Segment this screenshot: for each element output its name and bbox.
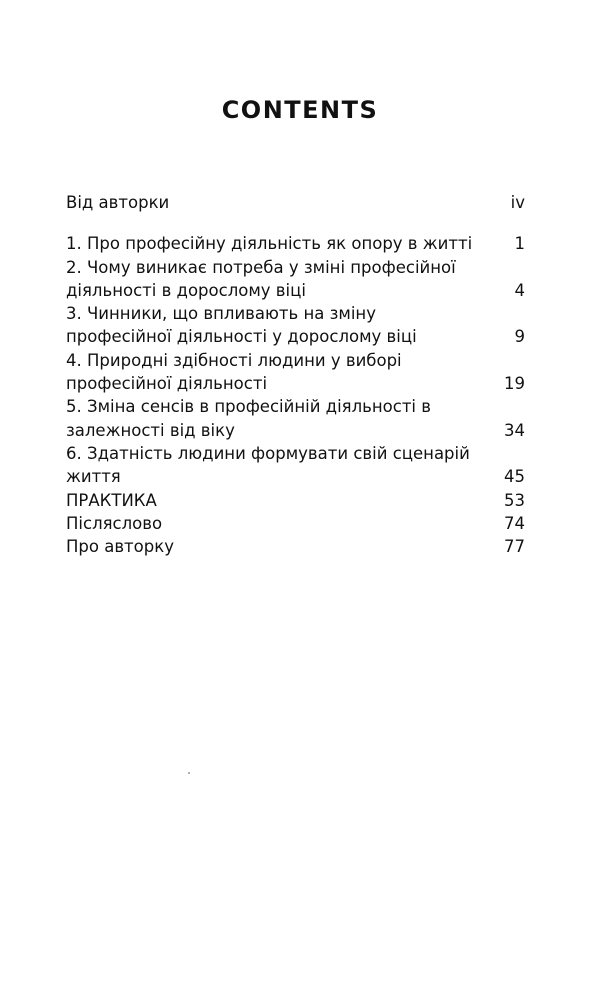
toc-entry-page-number: 9: [514, 327, 525, 347]
toc-entry-title: Від авторки: [66, 193, 170, 212]
toc-entry-page-number: 34: [504, 420, 525, 440]
toc-entry-afterword: [66, 512, 525, 535]
toc-entry-title: 3. Чинники, що впливають на зміну професійної діяльності у дорослому віці: [66, 304, 417, 347]
toc-entry-page-number: iv: [510, 193, 525, 212]
toc-entry-chapter-5: [66, 395, 525, 442]
toc-entry-title: 5. Зміна сенсів в професійній діяльності в залежності від віку: [66, 397, 431, 440]
page-title: CONTENTS: [221, 96, 379, 124]
toc-entry-chapter-6: [66, 442, 525, 489]
toc-entry-chapter-4: [66, 349, 525, 396]
toc-entry-practice: [66, 489, 525, 512]
toc-spacer: [66, 214, 525, 232]
toc-entry-title: Післяслово: [66, 513, 163, 533]
toc-entry-chapter-1: [66, 232, 525, 255]
toc-entry-title: Про авторку: [66, 537, 174, 557]
toc-entry-title: 6. Здатність людини формувати свій сценарій життя: [66, 443, 470, 487]
toc-entry-title: ПРАКТИКА: [66, 490, 157, 510]
toc-entry-page-number: 53: [504, 490, 525, 510]
toc-entry-page-number: 77: [504, 537, 525, 557]
toc-entry-title: 2. Чому виникає потреба у зміні професійної діяльності в дорослому віці: [66, 257, 456, 300]
toc-entry-page-number: 74: [504, 513, 525, 533]
toc-entry-page-number: 45: [504, 467, 525, 487]
toc-entry-title: 1. Про професійну діяльність як опору в житті: [66, 234, 473, 254]
toc-entry-about-author: [66, 535, 525, 558]
toc-entry-page-number: 19: [504, 374, 525, 394]
toc-entry-chapter-3: [66, 302, 525, 349]
toc-entry-preface: [66, 191, 525, 214]
toc-entry-chapter-2: [66, 256, 525, 303]
toc-entry-page-number: 1: [514, 234, 525, 254]
toc-entry-page-number: 4: [514, 280, 525, 300]
scan-speck: [188, 772, 190, 774]
toc-entry-title: 4. Природні здібності людини у виборі професійної діяльності: [66, 350, 402, 394]
table-of-contents: [66, 191, 525, 558]
